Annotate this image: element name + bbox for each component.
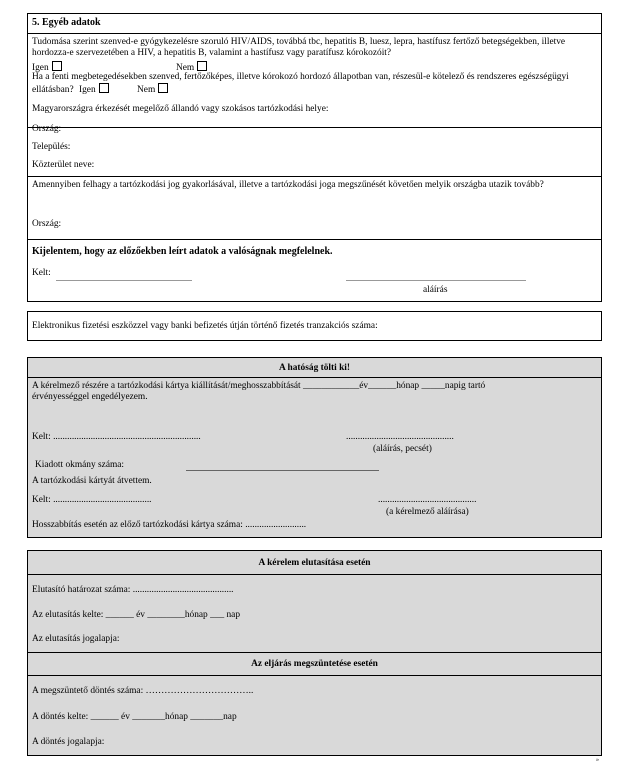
card-received-text: A tartózkodási kártyát átvettem. [32,476,152,486]
rejection-decision-number: Elutasító határozat száma: ........................................... [32,585,234,595]
settlement-label: Település: [32,142,71,152]
termination-date: A döntés kelte: ______ év _______hónap _______nap [32,712,237,722]
document-number-label: Kiadott okmány száma: [35,460,125,470]
q2-yes-label: Igen [79,84,96,95]
kelt-label: Kelt: [32,268,51,278]
q1-yes-label: Igen [32,63,49,73]
country-label: Ország: [32,124,62,134]
q1-yes-checkbox[interactable] [52,61,62,71]
authority-title: A hatóság tölti ki! [278,363,351,373]
authority-signature-caption-1: (aláírás, pecsét) [373,444,432,454]
signature-line[interactable] [346,280,526,281]
q1-no-label: Nem [176,63,195,73]
health-question-2-text: Ha a fenti megbetegedésekben szenved, fertőzőképes, illetve kórokozó hordozó állapotban van, részesül-e kötelező és rendszeres egészségügyi ellátásban? [32,72,569,95]
q1-no-checkbox[interactable] [197,61,207,71]
health-question-1: Tudomása szerint szenved-e gyógykezelésre szoruló HIV/AIDS, továbbá tbc, hepatitis B, luesz, lepra, hastífusz fertőző betegségekben, illetve hordozza-e szervezetében a HIV, a hepatitis B, valamint a hastífusz vagy paratífusz kórokozóit? [32,37,566,58]
termination-decision-number: A megszüntető döntés száma: …………………………….. [32,686,254,696]
section-5-title: 5. Egyéb adatok [32,17,101,28]
authority-kelt-2: Kelt: .......................................... [32,495,152,505]
declaration-text: Kijelentem, hogy az előzőekben leírt adatok a valóságnak megfelelnek. [32,246,333,257]
payment-box [27,311,602,341]
authority-header [28,358,601,378]
authority-line-2: érvényességgel engedélyezem. [32,392,148,402]
rejection-title: A kérelem elutasítása esetén [258,558,371,568]
document-number-line[interactable] [186,470,379,471]
rejection-termination-box [27,550,602,756]
authority-signature-caption-2: (a kérelmező aláírása) [386,507,469,517]
q2-no-label: Nem [137,84,156,95]
street-label: Közterület neve: [32,160,95,170]
termination-legal-basis: A döntés jogalapja: [32,737,105,747]
authority-signature-dots-2: .......................................... [378,495,477,505]
previous-residence-label: Magyarországra érkezését megelőző állandó vagy szokásos tartózkodási helye: [32,104,329,114]
leave-question: Amennyiben felhagy a tartózkodási jog gyakorlásával, illetve a tartózkodási joga megszűnését követően melyik országba utazik tovább? [32,180,544,190]
declaration-row [28,239,601,302]
rejection-legal-basis: Az elutasítás jogalapja: [32,634,120,644]
previous-residence-row [28,127,601,174]
authority-line-1: A kérelmező részére a tartózkodási kártya kiállítását/meghosszabbítását ____________év______hónap _____napig tartó [32,381,486,391]
termination-title: Az eljárás megszüntetése esetén [251,659,378,669]
country-label-2: Ország: [32,219,62,229]
termination-header [28,652,601,676]
kelt-line[interactable] [56,280,192,281]
q2-no-checkbox[interactable] [158,83,168,93]
authority-signature-dots-1: .............................................. [346,432,454,442]
q2-yes-checkbox[interactable] [99,83,109,93]
signature-caption: aláírás [423,285,448,295]
page-mark: » [596,757,599,763]
authority-box [27,357,602,538]
payment-label: Elektronikus fizetési eszközzel vagy banki befizetés útján történő fizetés tranzakciós száma: [32,321,378,331]
rejection-date: Az elutasítás kelte: ______ év ________hónap ___ nap [32,610,241,620]
authority-kelt-1: Kelt: ............................................................... [32,432,201,442]
extension-label: Hosszabbítás esetén az előző tartózkodási kártya száma: .......................... [32,520,307,530]
health-question-2 [32,72,598,96]
rejection-header [28,551,601,575]
section-5-box [27,13,602,302]
leave-question-row [28,176,601,241]
